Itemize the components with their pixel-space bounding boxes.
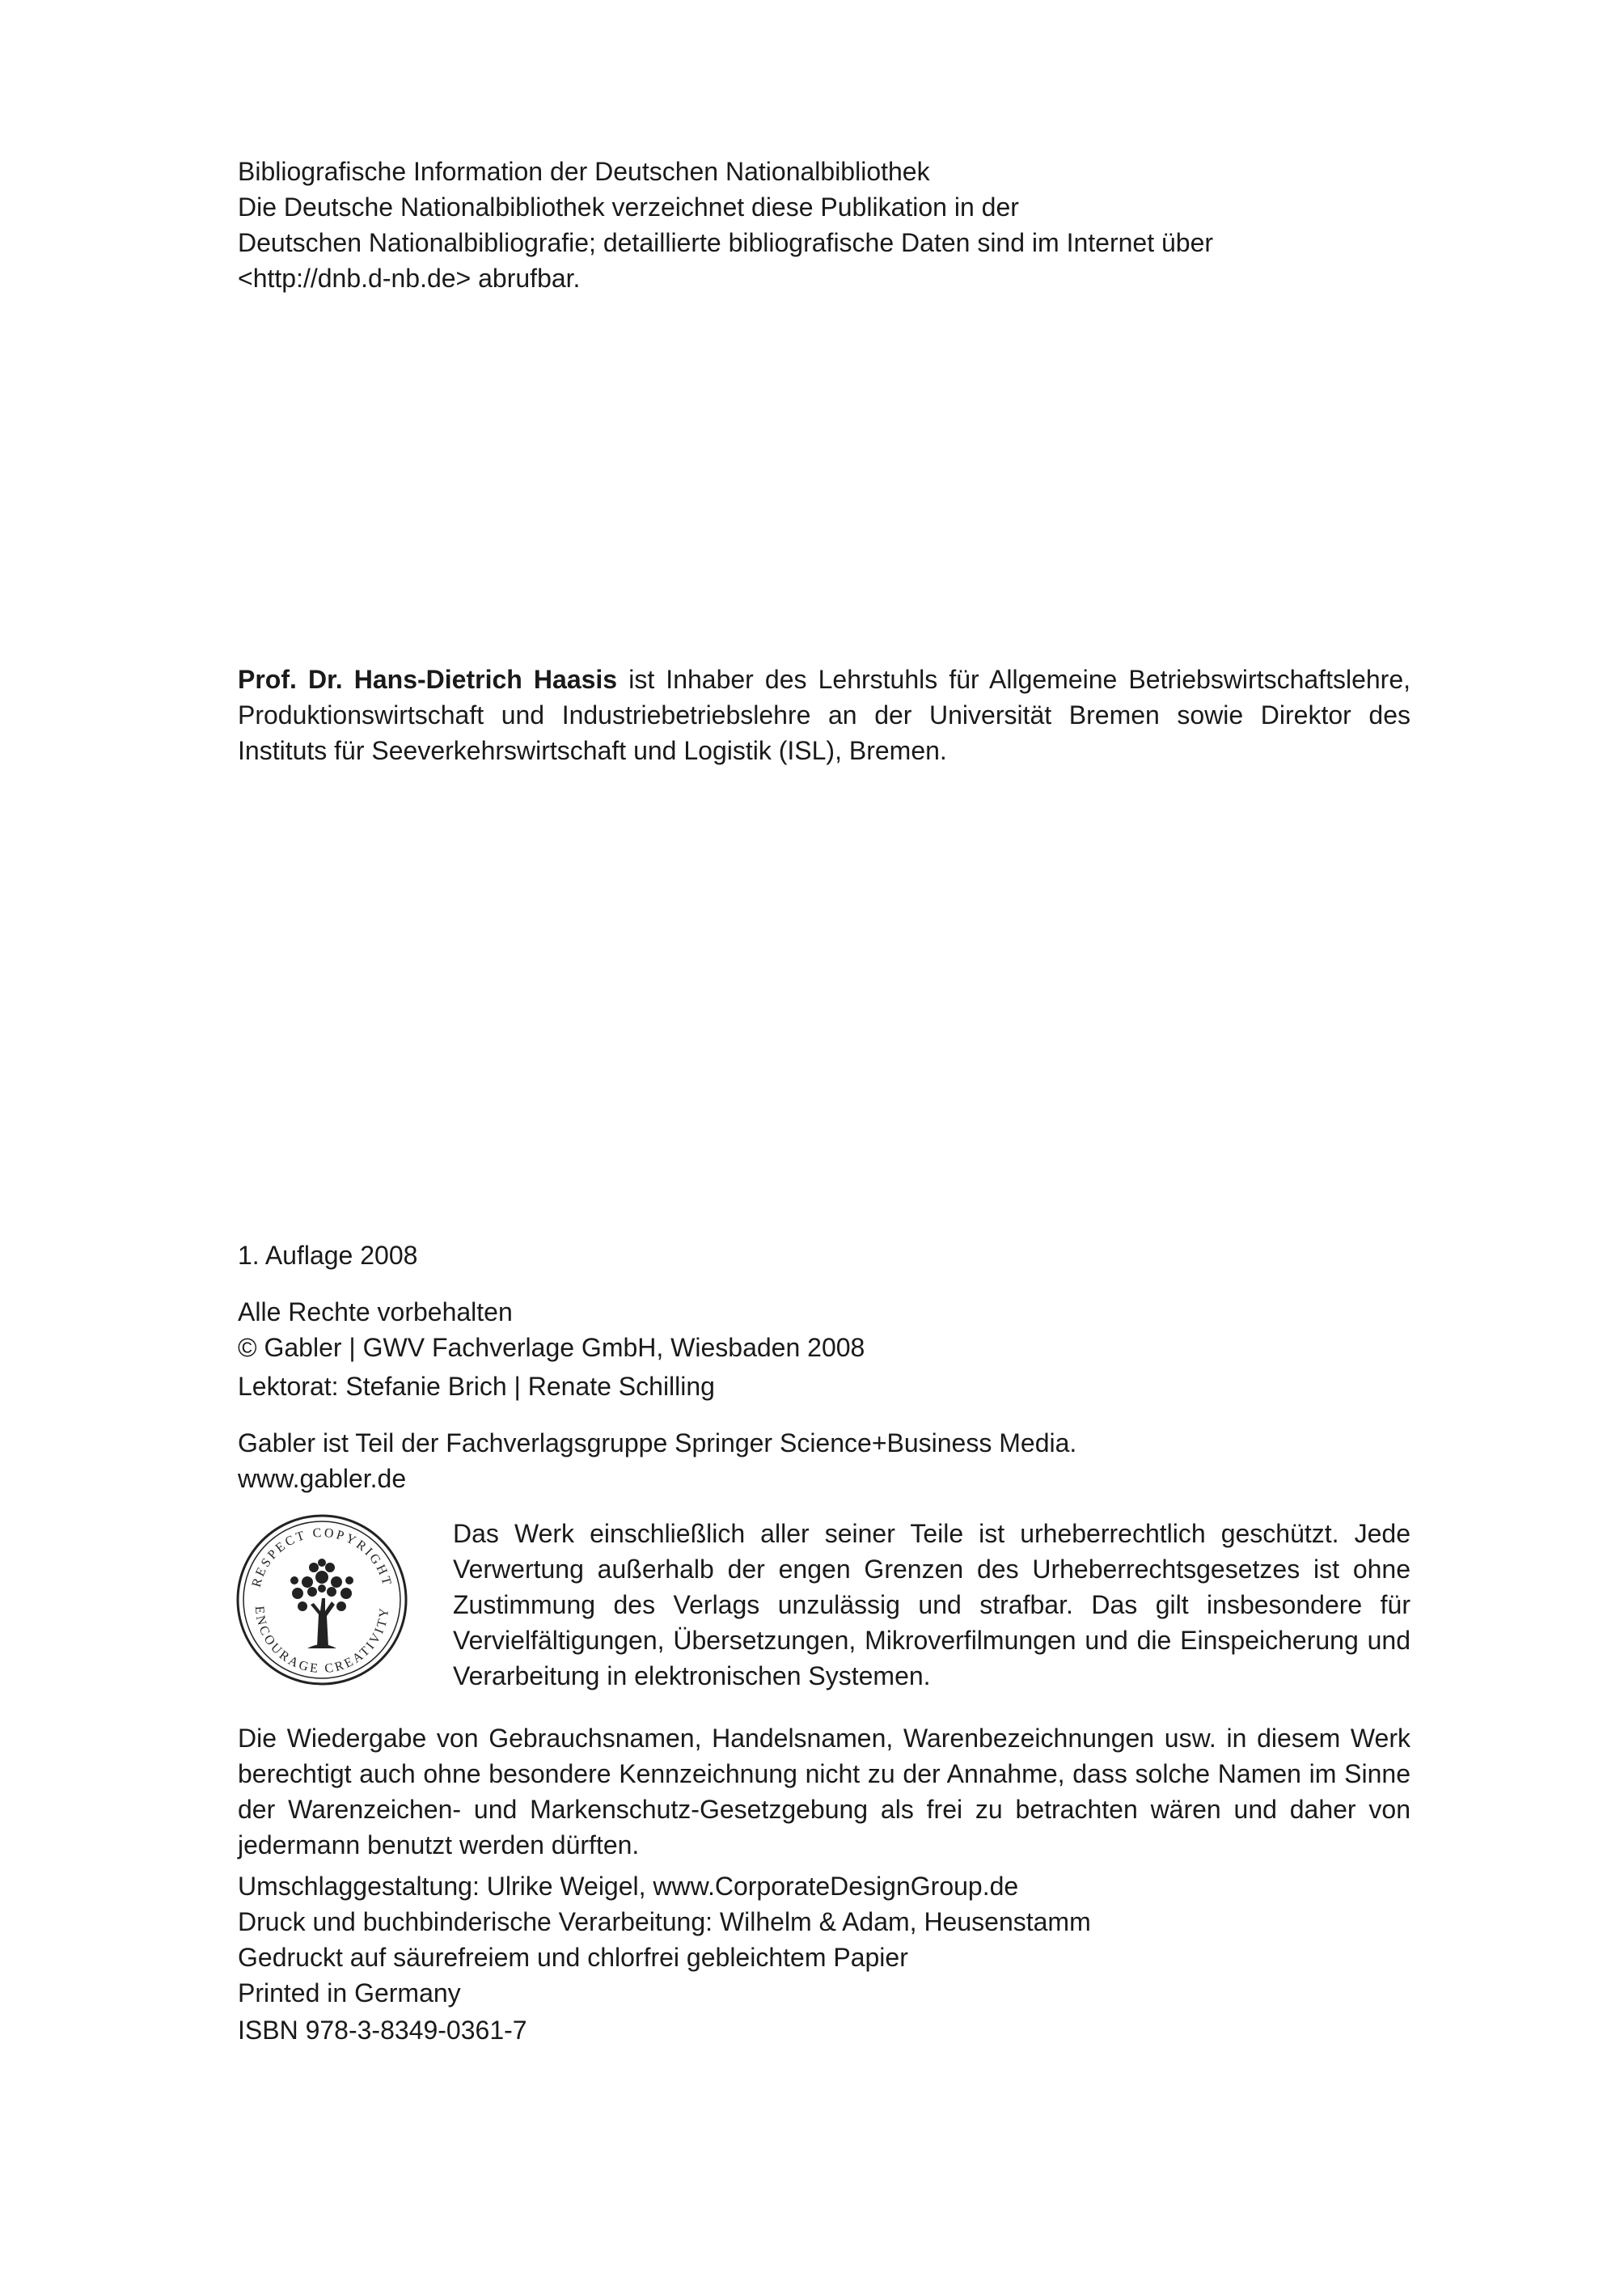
edition-line: 1. Auflage 2008 — [238, 1241, 418, 1270]
isbn-line: ISBN 978-3-8349-0361-7 — [238, 2016, 527, 2045]
tree-icon — [290, 1559, 353, 1648]
author-description: ist Inhaber des Lehrstuhls für Allgemeine Betriebswirtschaftslehre, Produktionswirtschaft und Industriebetriebslehre an der Universität Bremen sowie Direktor des Instituts für Seeverkehrswirtschaft und Logistik (ISL), Bremen. — [238, 665, 1411, 765]
rights-info — [238, 1294, 1410, 1365]
bibliographic-line: Deutschen Nationalbibliografie; detaillierte bibliografische Daten sind im Internet über — [238, 228, 1214, 257]
author-name: Prof. Dr. Hans-Dietrich Haasis — [238, 665, 618, 694]
trademark-notice: Die Wiedergabe von Gebrauchsnamen, Handelsnamen, Warenbezeichnungen usw. in diesem Werk berechtigt auch ohne besondere Kennzeichnung nicht zu der Annahme, dass solche Namen im Sinne der Warenzeichen- und Markenschutz-Gesetzgebung als frei zu betrachten wären und daher von jedermann benutzt werden dürften. — [238, 1724, 1410, 1859]
lektorat-line: Lektorat: Stefanie Brich | Renate Schilling — [238, 1372, 715, 1401]
rights-line: Alle Rechte vorbehalten — [238, 1297, 513, 1326]
copyright-notice: Das Werk einschließlich aller seiner Teile ist urheberrechtlich geschützt. Jede Verwertung außerhalb der engen Grenzen des Urheberrechtsgesetzes ist ohne Zustimmung des Verlags unzulässig und strafbar. Das gilt insbesondere für Vervielfältigungen, Übersetzungen, Mikroverfilmungen und die Einspeicherung und Verarbeitung in elektronischen Systemen. — [453, 1519, 1410, 1690]
seal-bottom-text: ENCOURAGE CREATIVITY — [252, 1605, 392, 1677]
bibliographic-line: <http://dnb.d-nb.de> abrufbar. — [238, 264, 581, 293]
production-line: Gedruckt auf säurefreiem und chlorfrei gebleichtem Papier — [238, 1943, 908, 1972]
publisher-line: Gabler ist Teil der Fachverlagsgruppe Springer Science+Business Media. — [238, 1428, 1077, 1457]
production-line: Druck und buchbinderische Verarbeitung: Wilhelm & Adam, Heusenstamm — [238, 1907, 1091, 1936]
seal-top-text: RESPECT COPYRIGHT — [249, 1525, 395, 1589]
production-line: Printed in Germany — [238, 1978, 461, 2007]
lektorat-info — [238, 1369, 1410, 1404]
production-line: Umschlaggestaltung: Ulrike Weigel, www.CorporateDesignGroup.de — [238, 1872, 1019, 1901]
production-info — [238, 1868, 1410, 2011]
copyright-line: © Gabler | GWV Fachverlage GmbH, Wiesbaden 2008 — [238, 1333, 865, 1362]
bibliographic-info — [238, 154, 1410, 296]
respect-copyright-seal-icon — [233, 1511, 411, 1689]
bibliographic-line: Bibliografische Information der Deutschen Nationalbibliothek — [238, 157, 930, 186]
publisher-website: www.gabler.de — [238, 1464, 407, 1493]
edition-info — [238, 1237, 1410, 1273]
publisher-info — [238, 1425, 1410, 1496]
isbn-info — [238, 2012, 1410, 2048]
author-bio — [238, 662, 1410, 768]
bibliographic-line: Die Deutsche Nationalbibliothek verzeichnet diese Publikation in der — [238, 192, 1019, 222]
